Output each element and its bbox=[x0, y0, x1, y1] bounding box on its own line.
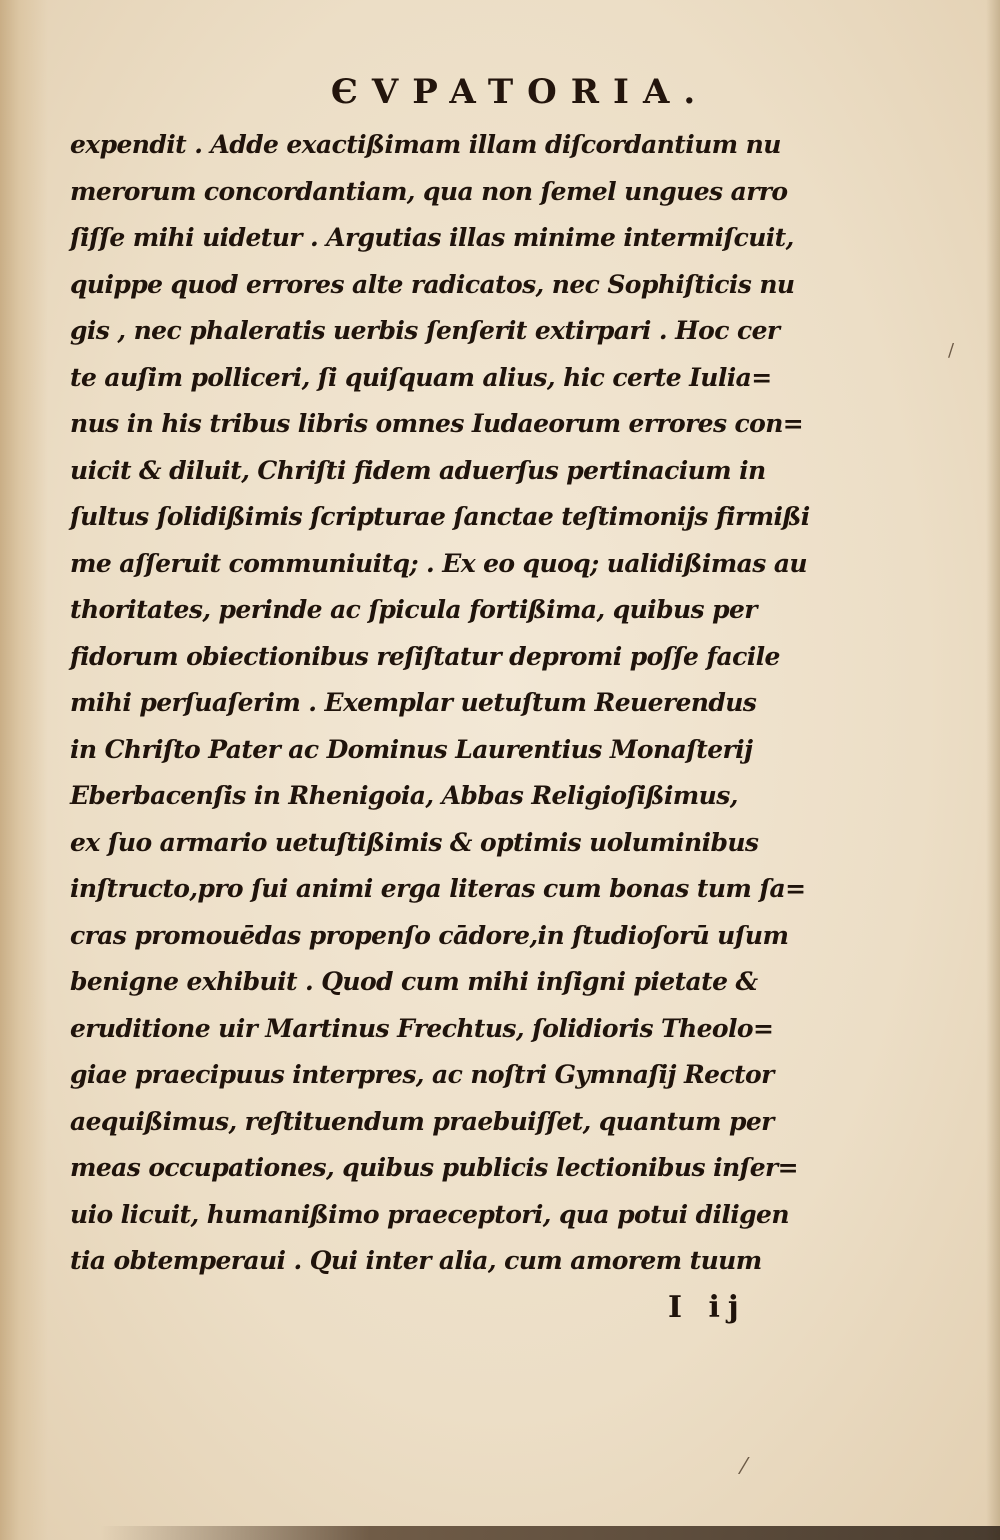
text-line: tia obtemperaui . Qui inter alia, cum amorem tuum bbox=[70, 1246, 762, 1275]
text-line: nus in his tribus libris omnes Iudaeorum errores con= bbox=[70, 409, 804, 438]
ink-blot: ⁄ bbox=[742, 1455, 746, 1480]
text-line: Eberbacenſis in Rhenigoia, Abbas Religioſißimus, bbox=[70, 781, 738, 810]
text-line: ex ſuo armario uetuſtißimis & optimis uoluminibus bbox=[70, 827, 759, 857]
text-line: inſtructo,pro ſui animi erga literas cum bonas tum ſa= bbox=[70, 874, 806, 903]
text-line: gis , nec phaleratis uerbis ſenſerit extirpari . Hoc cer bbox=[70, 316, 780, 345]
text-line: ſultus ſolidißimis ſcripturae ſanctae teſtimonijs firmißi bbox=[70, 502, 810, 531]
text-line: cras promouēdas propenſo cādore,in ſtudioſorū uſum bbox=[70, 920, 789, 950]
text-line: eruditione uir Martinus Frechtus, ſolidioris Theolo= bbox=[70, 1013, 774, 1043]
text-line: meas occupationes, quibus publicis lectionibus inſer= bbox=[70, 1153, 798, 1182]
text-line: te auſim polliceri, ſi quiſquam alius, hic certe Iulia= bbox=[70, 362, 772, 392]
running-header: ЄVPATORIA. bbox=[330, 72, 710, 112]
ink-speck: / bbox=[948, 340, 955, 361]
text-line: aequißimus, reſtituendum praebuiſſet, quantum per bbox=[70, 1106, 774, 1136]
text-line: quippe quod errores alte radicatos, nec Sophiſticis nu bbox=[70, 269, 795, 299]
text-line: benigne exhibuit . Quod cum mihi inſigni pietate & bbox=[70, 967, 758, 996]
text-line: expendit . Adde exactißimam illam diſcordantium nu bbox=[70, 130, 781, 159]
text-line: ſiſſe mihi uidetur . Argutias illas minime intermiſcuit, bbox=[70, 223, 794, 252]
text-line: merorum concordantiam, qua non ſemel ungues arro bbox=[70, 176, 788, 206]
page-edge bbox=[986, 0, 1000, 1540]
signature-mark: I ij bbox=[668, 1290, 747, 1325]
text-line: thoritates, perinde ac ſpicula fortißima, quibus per bbox=[70, 595, 757, 624]
text-line: in Chriſto Pater ac Dominus Laurentius Monaſterij bbox=[70, 734, 753, 764]
gutter-shadow bbox=[0, 0, 48, 1540]
text-line: me aſſeruit communiuitq; . Ex eo quoq; ualidißimas au bbox=[70, 548, 807, 578]
bottom-edge-strip bbox=[100, 1526, 1000, 1540]
text-line: mihi perſuaſerim . Exemplar uetuſtum Reuerendus bbox=[70, 688, 757, 717]
text-line: fidorum obiectionibus reſiſtatur depromi poſſe facile bbox=[70, 641, 780, 671]
body-text bbox=[70, 122, 820, 1285]
text-line: uio licuit, humanißimo praeceptori, qua potui diligen bbox=[70, 1199, 789, 1229]
text-line: uicit & diluit, Chriſti fidem aduerſus pertinacium in bbox=[70, 455, 766, 485]
text-line: giae praecipuus interpres, ac noſtri Gymnaſij Rector bbox=[70, 1060, 774, 1089]
